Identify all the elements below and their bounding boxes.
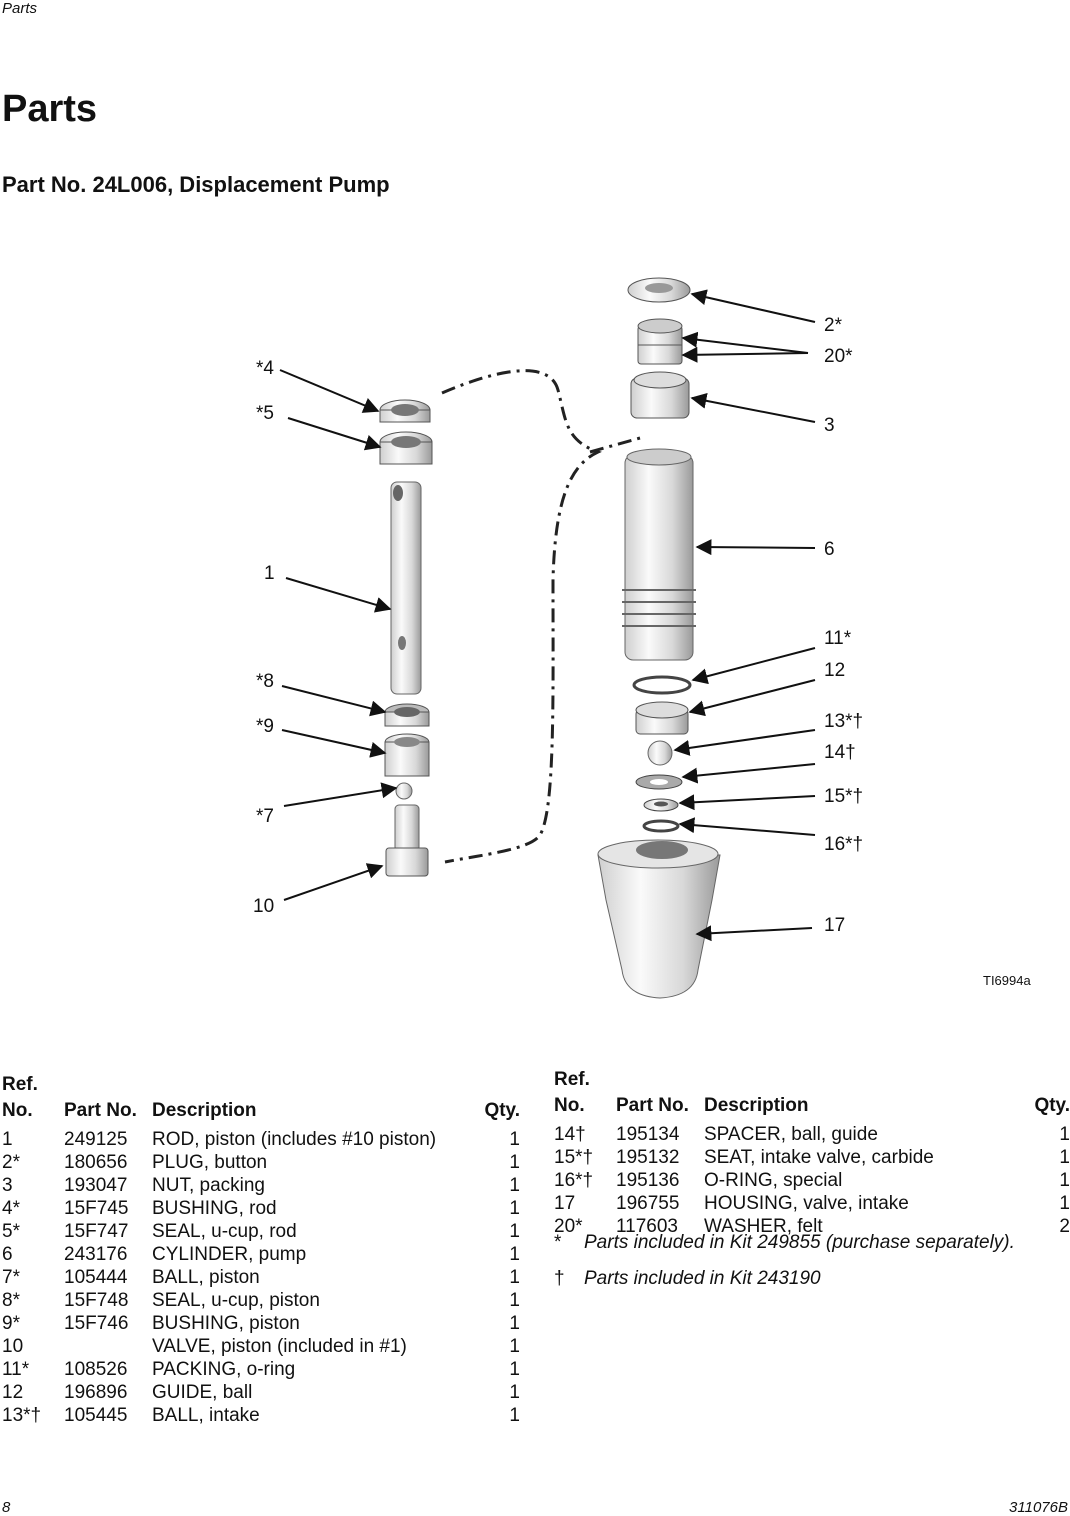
cell-description: SPACER, ball, guide — [704, 1124, 878, 1145]
table-row — [2, 1197, 520, 1220]
callout-label: *8 — [256, 671, 274, 692]
leader-line — [282, 730, 385, 753]
kit-notes — [554, 1232, 1070, 1304]
callout-label: 1 — [264, 563, 275, 584]
cell-qty: 1 — [509, 1336, 520, 1357]
table-row — [554, 1169, 1070, 1192]
leader-line — [697, 547, 815, 548]
cell-description: VALVE, piston (included in #1) — [152, 1336, 407, 1357]
note-text: Parts included in Kit 249855 (purchase separately). — [584, 1232, 1015, 1253]
cell-ref: 11* — [2, 1359, 30, 1380]
table-row — [2, 1404, 520, 1427]
page-number: 8 — [2, 1499, 11, 1516]
button-plug-part — [628, 278, 690, 302]
assembly-path-line — [590, 438, 640, 452]
callout-label: 10 — [253, 896, 275, 917]
cell-qty: 1 — [509, 1267, 520, 1288]
parts-table-right — [554, 1067, 1070, 1238]
callout-label: *5 — [256, 403, 274, 424]
cell-ref: 6 — [2, 1244, 13, 1265]
callout-label: 6 — [824, 539, 835, 560]
kit-note — [554, 1232, 1070, 1254]
leader-line — [683, 338, 808, 353]
note-symbol: * — [554, 1232, 562, 1253]
header-ref: Ref. No. — [2, 1074, 38, 1121]
cell-ref: 3 — [2, 1175, 13, 1196]
callout-label: *7 — [256, 806, 274, 827]
table-row — [2, 1289, 520, 1312]
note-text: Parts included in Kit 243190 — [584, 1268, 821, 1289]
cell-description: CYLINDER, pump — [152, 1244, 307, 1265]
ball-guide-spacer-part — [636, 775, 682, 789]
cell-ref: 12 — [2, 1382, 24, 1403]
cell-ref: 10 — [2, 1336, 24, 1357]
piston-seal-part — [385, 704, 429, 726]
leader-line — [284, 866, 382, 900]
table-row — [554, 1123, 1070, 1146]
intake-ball-part — [648, 741, 672, 765]
packing-nut-part — [631, 372, 689, 418]
cell-ref: 9* — [2, 1313, 20, 1334]
header-ref: Ref. No. — [554, 1069, 590, 1116]
cell-description: PACKING, o-ring — [152, 1359, 296, 1380]
cell-part-no: 105444 — [64, 1267, 128, 1288]
document-number: 311076B — [1009, 1499, 1068, 1516]
leader-line — [282, 686, 385, 712]
leader-line — [697, 928, 812, 934]
table-row — [554, 1192, 1070, 1215]
table-row — [2, 1335, 520, 1358]
leader-line — [683, 764, 815, 777]
exploded-parts-diagram — [0, 250, 1070, 1020]
cell-description: HOUSING, valve, intake — [704, 1193, 909, 1214]
cell-ref: 17 — [554, 1193, 576, 1214]
special-o-ring-part — [644, 821, 678, 831]
table-row — [2, 1128, 520, 1151]
leader-line — [284, 788, 396, 806]
callout-label: 12 — [824, 660, 846, 681]
callout-label: 17 — [824, 915, 846, 936]
cell-part-no: 15F745 — [64, 1198, 129, 1219]
header-description: Description — [152, 1100, 257, 1121]
callout-label: 16*† — [824, 834, 864, 855]
cell-ref: 7* — [2, 1267, 20, 1288]
cell-description: BALL, piston — [152, 1267, 260, 1288]
cell-qty: 1 — [1059, 1124, 1070, 1145]
cell-qty: 1 — [509, 1152, 520, 1173]
cell-qty: 1 — [509, 1382, 520, 1403]
cell-description: WASHER, felt — [704, 1216, 823, 1237]
callout-label: 13*† — [824, 711, 864, 732]
header-part-no: Part No. — [616, 1095, 689, 1116]
header-description: Description — [704, 1095, 809, 1116]
page-title: Parts — [2, 88, 98, 130]
section-title: Part No. 24L006, Displacement Pump — [2, 172, 390, 197]
cell-part-no: 243176 — [64, 1244, 128, 1265]
intake-housing-part — [598, 840, 720, 998]
leader-line — [675, 730, 815, 750]
cell-part-no: 195136 — [616, 1170, 680, 1191]
cell-ref: 2* — [2, 1152, 20, 1173]
cell-part-no: 195132 — [616, 1147, 680, 1168]
callout-label: 2* — [824, 315, 842, 336]
callout-label: 15*† — [824, 786, 864, 807]
cell-description: NUT, packing — [152, 1175, 265, 1196]
cell-part-no: 249125 — [64, 1129, 128, 1150]
table-row — [2, 1151, 520, 1174]
cell-ref: 15*† — [554, 1147, 594, 1168]
cell-description: GUIDE, ball — [152, 1382, 253, 1403]
leader-line — [692, 398, 815, 422]
cell-part-no: 15F748 — [64, 1290, 129, 1311]
o-ring-part — [634, 677, 690, 693]
pump-cylinder-part — [622, 449, 696, 660]
cell-description: O-RING, special — [704, 1170, 843, 1191]
cell-qty: 1 — [1059, 1147, 1070, 1168]
table-row — [2, 1243, 520, 1266]
table-row — [2, 1381, 520, 1404]
cell-qty: 1 — [509, 1129, 520, 1150]
leader-line — [680, 824, 815, 835]
cell-qty: 1 — [509, 1244, 520, 1265]
cell-part-no — [64, 1335, 152, 1358]
callout-label: 11* — [824, 628, 852, 649]
cell-ref: 8* — [2, 1290, 20, 1311]
callout-label: *9 — [256, 716, 274, 737]
intake-seat-part — [644, 799, 678, 811]
table-row — [2, 1266, 520, 1289]
cell-description: ROD, piston (includes #10 piston) — [152, 1129, 437, 1150]
cell-qty: 1 — [509, 1359, 520, 1380]
cell-qty: 1 — [509, 1198, 520, 1219]
cell-part-no: 180656 — [64, 1152, 128, 1173]
leader-line — [683, 353, 808, 355]
cell-part-no: 196755 — [616, 1193, 680, 1214]
header-qty: Qty. — [1034, 1095, 1070, 1116]
piston-rod-part — [391, 482, 421, 694]
ball-guide-part — [636, 702, 688, 734]
note-symbol: † — [554, 1268, 565, 1289]
leader-line — [680, 796, 815, 803]
callout-label: *4 — [256, 358, 274, 379]
figure-id: TI6994a — [983, 973, 1031, 988]
cell-qty: 1 — [1059, 1170, 1070, 1191]
parts-table-left — [2, 1072, 520, 1427]
cell-qty: 1 — [1059, 1193, 1070, 1214]
cell-ref: 16*† — [554, 1170, 594, 1191]
header-qty: Qty. — [484, 1100, 520, 1121]
rod-bushing-part — [380, 400, 430, 422]
callout-label: 3 — [824, 415, 835, 436]
table-row — [554, 1146, 1070, 1169]
cell-description: PLUG, button — [152, 1152, 268, 1173]
cell-qty: 1 — [509, 1221, 520, 1242]
cell-description: BALL, intake — [152, 1405, 260, 1426]
cell-part-no: 15F747 — [64, 1221, 129, 1242]
cell-qty: 1 — [509, 1290, 520, 1311]
table-row — [2, 1174, 520, 1197]
cell-part-no: 196896 — [64, 1382, 128, 1403]
cell-part-no: 15F746 — [64, 1313, 129, 1334]
cell-ref: 4* — [2, 1198, 20, 1219]
cell-part-no: 105445 — [64, 1405, 128, 1426]
cell-description: SEAT, intake valve, carbide — [704, 1147, 934, 1168]
piston-valve-part — [386, 805, 428, 876]
cell-ref: 20* — [554, 1216, 583, 1237]
cell-part-no: 117603 — [616, 1216, 678, 1237]
cell-qty: 2 — [1059, 1216, 1070, 1237]
callout-label: 14† — [824, 742, 856, 763]
leader-line — [280, 370, 378, 411]
header-part-no: Part No. — [64, 1100, 137, 1121]
cell-qty: 1 — [509, 1313, 520, 1334]
cell-ref: 1 — [2, 1129, 13, 1150]
leader-line — [690, 680, 815, 712]
table-row — [2, 1358, 520, 1381]
piston-bushing-part — [385, 734, 429, 776]
cell-qty: 1 — [509, 1175, 520, 1196]
cell-ref: 13*† — [2, 1405, 42, 1426]
cell-ref: 14† — [554, 1124, 586, 1145]
leader-line — [286, 578, 390, 609]
kit-note — [554, 1268, 1070, 1290]
cell-description: SEAL, u-cup, rod — [152, 1221, 297, 1242]
rod-seal-part — [380, 432, 432, 464]
leader-line — [692, 294, 815, 322]
piston-ball-part — [396, 783, 412, 799]
running-header: Parts — [2, 0, 38, 17]
cell-part-no: 195134 — [616, 1124, 680, 1145]
cell-description: BUSHING, piston — [152, 1313, 300, 1334]
cell-ref: 5* — [2, 1221, 20, 1242]
table-row — [2, 1312, 520, 1335]
assembly-path-line — [442, 371, 598, 862]
cell-description: SEAL, u-cup, piston — [152, 1290, 320, 1311]
leader-line — [288, 418, 380, 447]
callout-label: 20* — [824, 346, 853, 367]
table-row — [2, 1220, 520, 1243]
cell-description: BUSHING, rod — [152, 1198, 277, 1219]
cell-part-no: 193047 — [64, 1175, 128, 1196]
cell-qty: 1 — [509, 1405, 520, 1426]
cell-part-no: 108526 — [64, 1359, 128, 1380]
leader-line — [693, 648, 815, 680]
felt-washer-part — [638, 319, 682, 364]
